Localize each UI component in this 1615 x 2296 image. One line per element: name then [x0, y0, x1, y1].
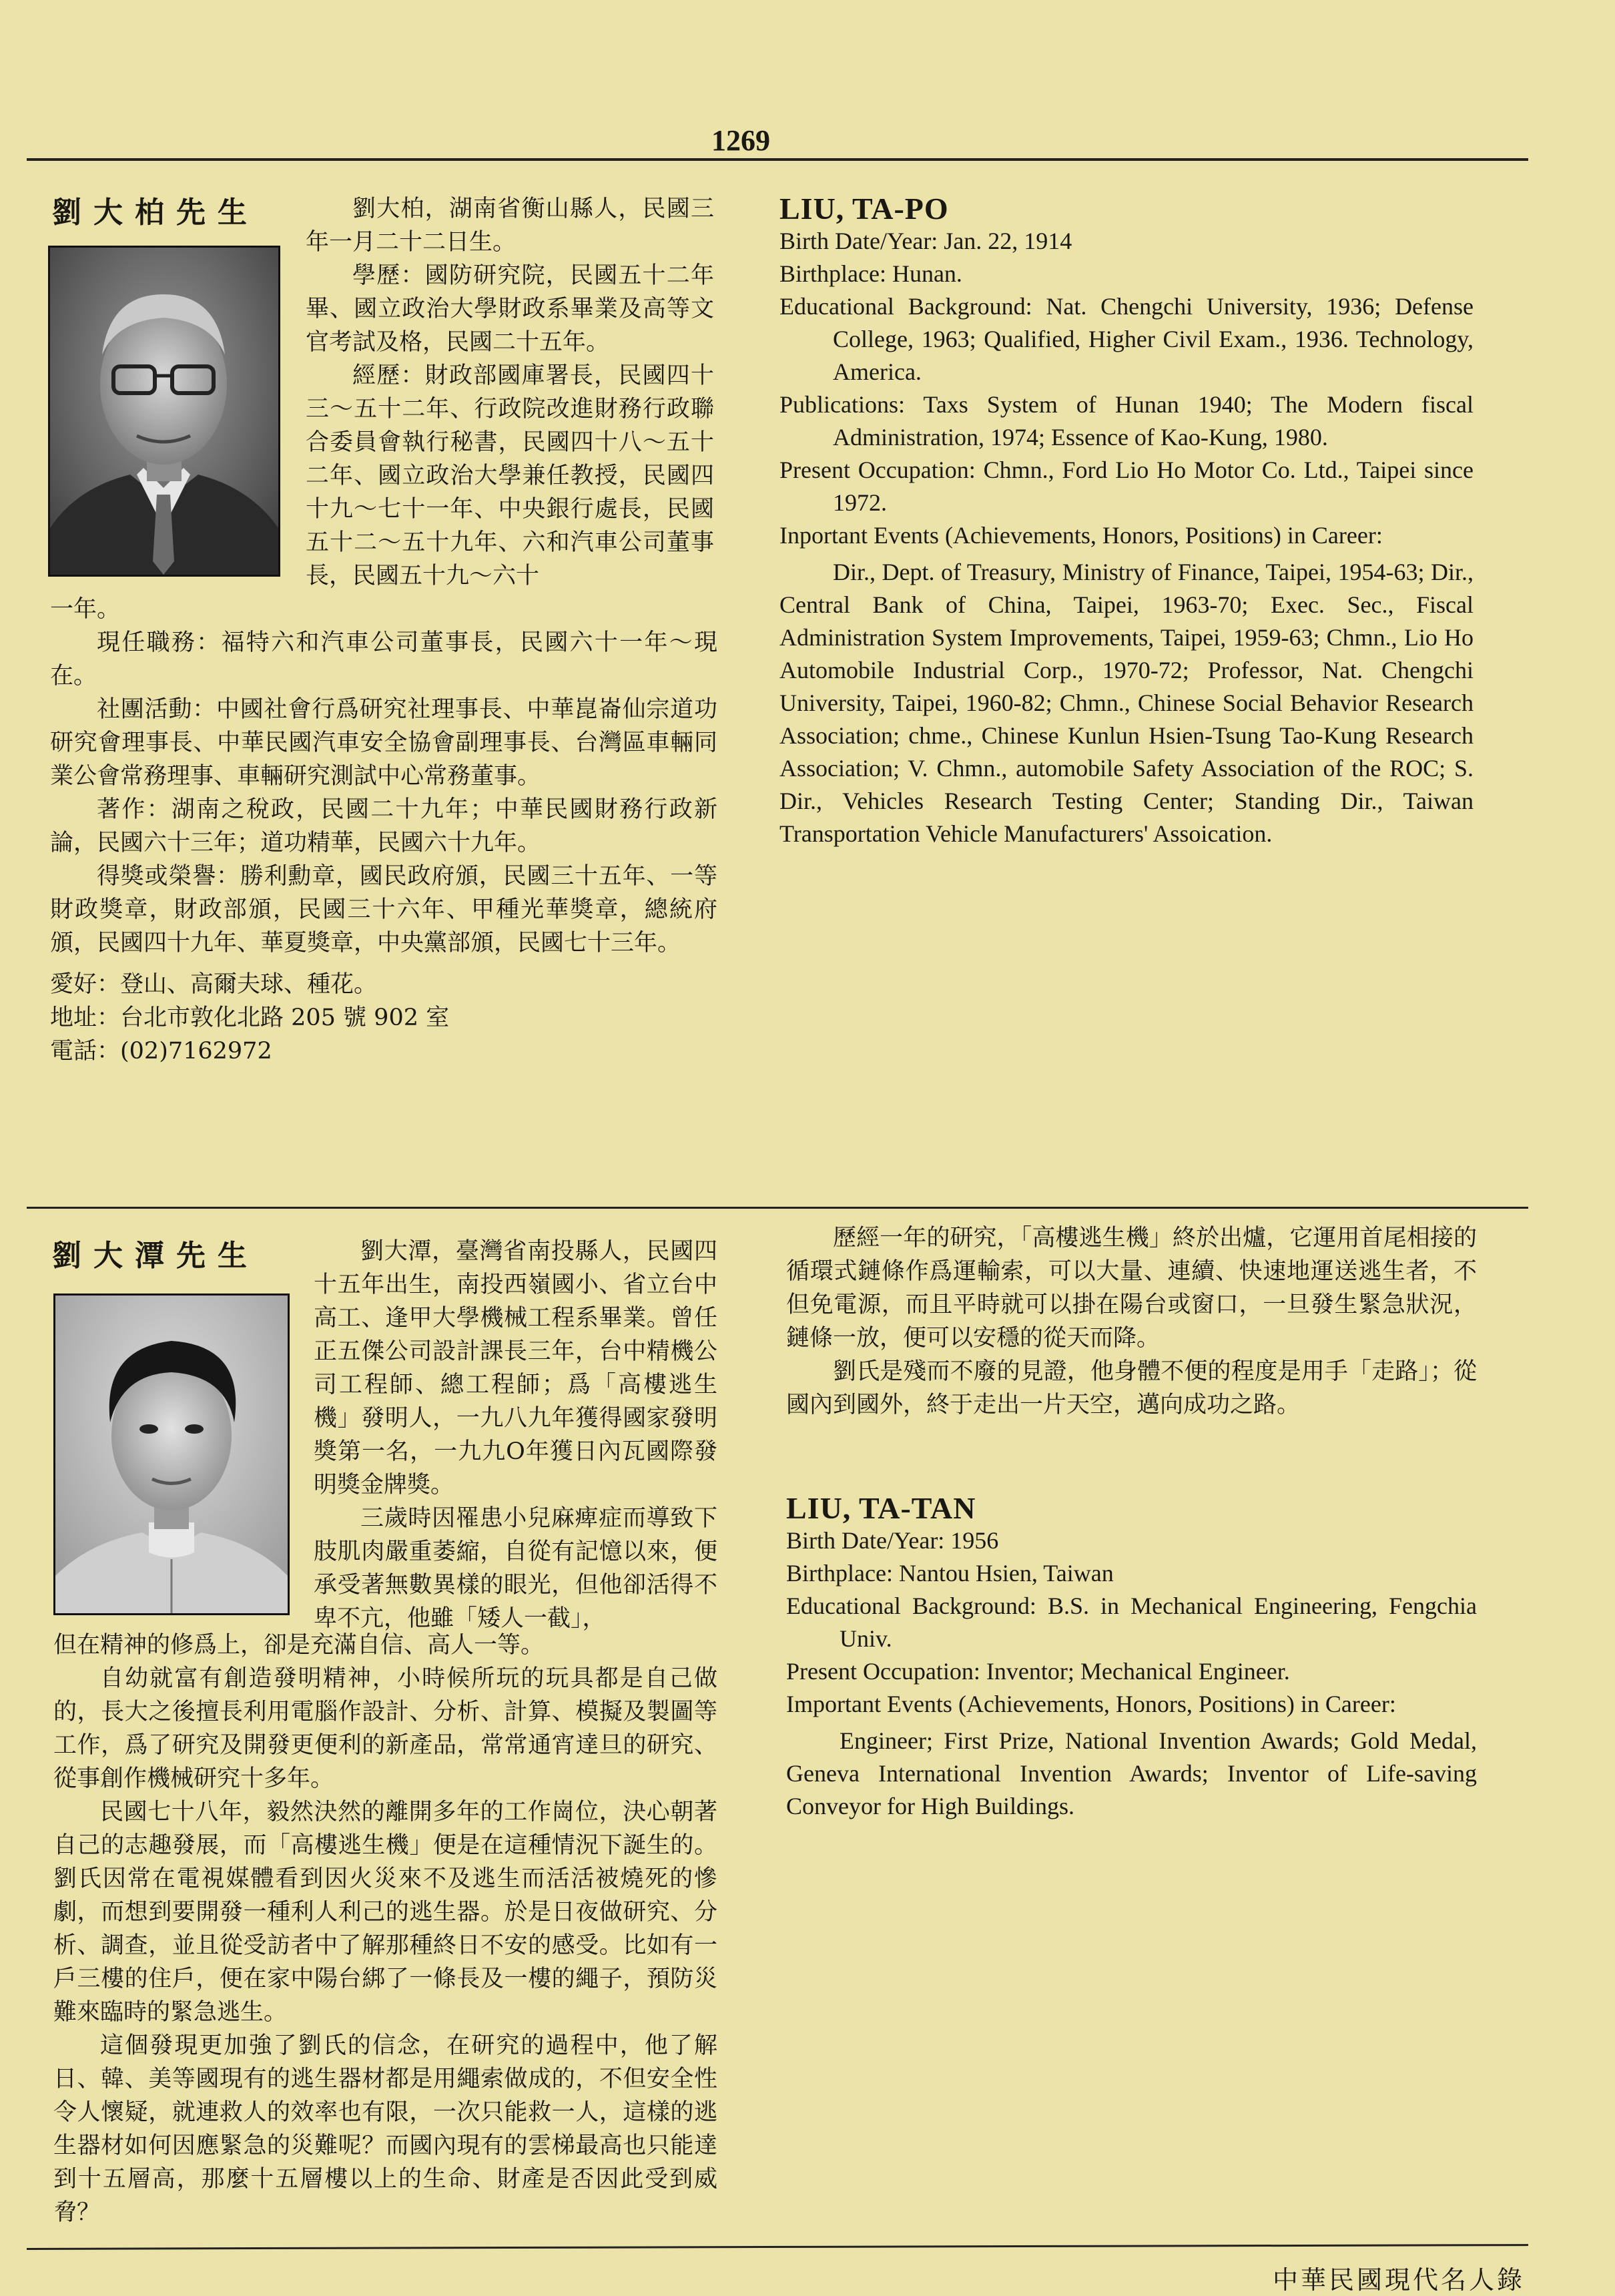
entry1-phone: 電話：(02)7162972: [50, 1038, 272, 1065]
entry1-bio-honors: 得獎或榮譽：勝利勳章，國民政府頒，民國三十五年、一等財政獎章，財政部頒，民國三十六年、甲種光華獎章，總統府頒，民國四十九年、華夏獎章，中央黨部頒，民國七十三年。: [50, 863, 717, 956]
entry2-bio-conclusion: 劉氏是殘而不廢的見證，他身體不便的程度是用手「走路」；從國內到國外，終于走出一片天空，邁向成功之路。: [786, 1358, 1477, 1418]
entry1-occupation: Present Occupation: Chmn., Ford Lio Ho Motor Co. Ltd., Taipei since 1972.: [779, 457, 1474, 516]
entry1-bio-cn-top: [306, 192, 714, 593]
entry1-publications: Publications: Taxs System of Hunan 1940; The Modern fiscal Administration, 1974; Essence of Kao-Kung, 1980.: [779, 391, 1474, 451]
entry1-education: Educational Background: Nat. Chengchi University, 1936; Defense College, 1963; Qualified, Higher Civil Exam., 1936. Technology, America.: [779, 293, 1474, 385]
entry1-bio-cn-bottom: [50, 593, 717, 1068]
entry1-bio-intro: 劉大柏，湖南省衡山縣人，民國三年一月二十二日生。: [306, 196, 714, 256]
entry2-education: Educational Background: B.S. in Mechanical Engineering, Fengchia Univ.: [786, 1593, 1477, 1652]
footer-title: 中華民國現代名人錄: [1272, 2265, 1525, 2295]
entry2-bio-cn-col2: [786, 1221, 1477, 1422]
middle-rule: [27, 1207, 1528, 1209]
entry2-bio-tail: 但在精神的修爲上，卻是充滿自信、高人一等。: [53, 1632, 545, 1659]
entry1-bio-tail: 一年。: [50, 596, 121, 623]
entry1-bio-education: 學歷：國防研究院，民國五十二年畢、國立政治大學財政系畢業及高等文官考試及格，民國二十五年。: [306, 262, 714, 356]
entry1-name-en: LIU, TA-PO: [779, 192, 949, 226]
entry2-bio-cn-bottom: [53, 1629, 717, 2229]
entry1-hobbies: 愛好：登山、高爾夫球、種花。: [50, 971, 378, 998]
entry1-events-text: Dir., Dept. of Treasury, Ministry of Finance, Taipei, 1954-63; Dir., Central Bank of China, Taipei, 1963-70; Exec. Sec., Fiscal Administration System Improvements, Taipei, 1959-63; Chmn., Lio Ho Automobile Industrial Corp., 1970-72; Professor, Nat. Chengchi University, Taipei, 1960-82; Chmn., Chinese Social Behavior Research Association; chme., Chinese Kunlun Hsien-Tsung Tao-Kung Research Association; V. Chmn., automobile Safety Association of the ROC; S. Dir., Vehicles Research Testing Center; Standing Dir., Taiwan Transportation Vehicle Manufacturers' Assoication.: [779, 559, 1474, 847]
entry2-events-label: Important Events (Achievements, Honors, Positions) in Career:: [786, 1691, 1396, 1717]
entry2-bio-cn-top: [314, 1235, 717, 1635]
entry2-english-bio: [786, 1492, 1477, 1823]
entry2-occupation: Present Occupation: Inventor; Mechanical Engineer.: [786, 1658, 1290, 1685]
entry1-birth: Birth Date/Year: Jan. 22, 1914: [779, 228, 1072, 254]
entry1-address: 地址：台北市敦化北路 205 號 902 室: [50, 1005, 450, 1031]
entry2-name-cn: 劉大潭先生: [52, 1239, 259, 1273]
top-rule: [27, 158, 1528, 161]
entry2-events-text: Engineer; First Prize, National Invention Awards; Gold Medal, Geneva International Invention Awards; Inventor of Life-saving Conveyor for High Buildings.: [786, 1727, 1477, 1819]
entry1-events-label: Inportant Events (Achievements, Honors, Positions) in Career:: [779, 522, 1383, 549]
entry1-english-bio: [779, 192, 1474, 850]
entry2-name-en: LIU, TA-TAN: [786, 1491, 976, 1525]
entry2-portrait-photo: [53, 1294, 290, 1615]
entry2-birth: Birth Date/Year: 1956: [786, 1527, 999, 1554]
entry1-name-cn: 劉大柏先生: [52, 196, 259, 230]
entry2-bio-invention: 民國七十八年，毅然決然的離開多年的工作崗位，決心朝著自己的志趣發展，而「高樓逃生機」便是在這種情況下誕生的。劉氏因常在電視媒體看到因火災來不及逃生而活活被燒死的慘劇，而想到要開發一種利人利己的逃生器。於是日夜做研究、分析、調查，並且從受訪者中了解那種終日不安的感受。比如有一戶三樓的住戶，便在家中陽台綁了一條長及一樓的繩子，預防災難來臨時的緊急逃生。: [53, 1799, 717, 2026]
portrait-elderly-man-image: [50, 248, 278, 575]
entry2-bio-creativity: 自幼就富有創造發明精神，小時候所玩的玩具都是自己做的，長大之後擅長利用電腦作設計、分析、計算、模擬及製圖等工作，爲了研究及開發更便利的新產品，常常通宵達旦的研究、從事創作機械研究十多年。: [53, 1665, 717, 1792]
entry2-bio-research: 這個發現更加強了劉氏的信念，在研究的過程中，他了解日、韓、美等國現有的逃生器材都是用繩索做成的，不但安全性令人懷疑，就連救人的效率也有限，一次只能救一人，這樣的逃生器材如何因應緊急的災難呢？而國內現有的雲梯最高也只能達到十五層高，那麼十五層樓以上的生命、財產是否因此受到威脅？: [53, 2032, 717, 2226]
page-number: 1269: [711, 124, 770, 157]
entry1-bio-experience: 經歷：財政部國庫署長，民國四十三～五十二年、行政院改進財務行政聯合委員會執行秘書，民國四十八～五十二年、國立政治大學兼任教授，民國四十九～七十一年、中央銀行處長，民國五十二～五十九年、六和汽車公司董事長，民國五十九～六十: [306, 362, 714, 589]
entry2-bio-childhood: 三歲時因罹患小兒麻痺症而導致下肢肌肉嚴重萎縮，自從有記憶以來，便承受著無數異樣的眼光，但他卻活得不卑不亢，他雖「矮人一截」，: [314, 1505, 717, 1632]
entry1-portrait-photo: [48, 246, 280, 577]
entry1-bio-position: 現任職務：福特六和汽車公司董事長，民國六十一年～現在。: [50, 629, 717, 689]
entry1-birthplace: Birthplace: Hunan.: [779, 260, 962, 287]
bottom-rule: [27, 2244, 1528, 2250]
entry1-bio-associations: 社團活動：中國社會行爲研究社理事長、中華崑崙仙宗道功研究會理事長、中華民國汽車安全協會副理事長、台灣區車輛同業公會常務理事、車輛研究測試中心常務董事。: [50, 696, 717, 790]
entry2-birthplace: Birthplace: Nantou Hsien, Taiwan: [786, 1560, 1114, 1587]
portrait-young-man-image: [55, 1296, 288, 1613]
entry1-bio-publications: 著作：湖南之稅政，民國二十九年；中華民國財務行政新論，民國六十三年；道功精華，民國六十九年。: [50, 796, 717, 856]
entry2-bio-intro: 劉大潭，臺灣省南投縣人，民國四十五年出生，南投西嶺國小、省立台中高工、逢甲大學機械工程系畢業。曾任正五傑公司設計課長三年，台中精機公司工程師、總工程師；爲「高樓逃生機」發明人，一九八九年獲得國家發明獎第一名，一九九O年獲日內瓦國際發明獎金牌獎。: [314, 1238, 717, 1498]
entry2-bio-result: 歷經一年的研究，「高樓逃生機」終於出爐，它運用首尾相接的循環式鏈條作爲運輸索，可以大量、連續、快速地運送逃生者，不但免電源，而且平時就可以掛在陽台或窗口，一旦發生緊急狀況，鏈條一放，便可以安穩的從天而降。: [786, 1225, 1477, 1352]
